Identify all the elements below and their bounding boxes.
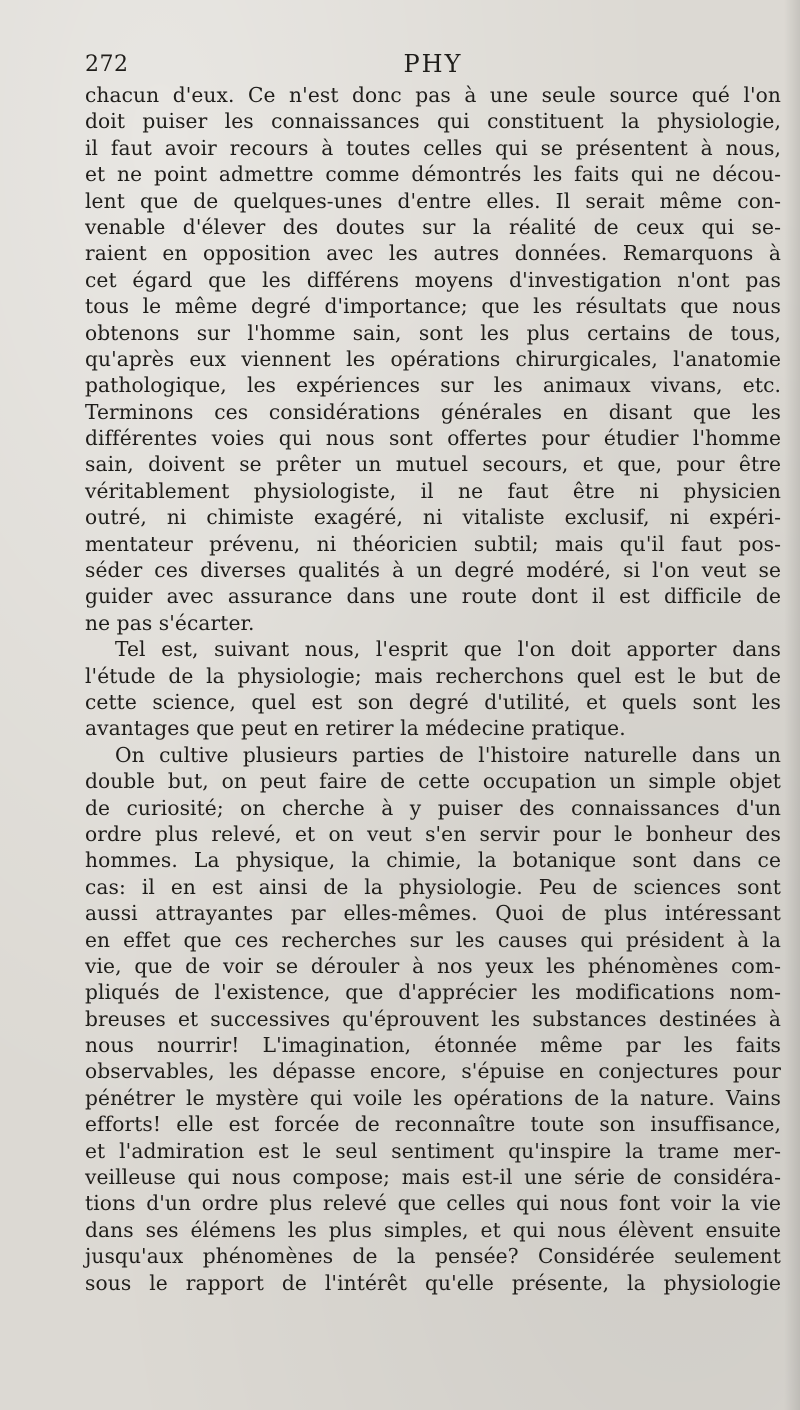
paragraph — [85, 636, 781, 742]
text-line: l'étude de la physiologie; mais recherchons quel est le but de — [85, 663, 781, 688]
text-line: mentateur prévenu, ni théoricien subtil; mais qu'il faut pos- — [85, 531, 781, 556]
text-line: sous le rapport de l'intérêt qu'elle présente, la physiologie — [85, 1270, 781, 1295]
paragraph — [85, 742, 781, 1296]
text-line: raient en opposition avec les autres données. Remarquons à — [85, 241, 781, 266]
text-line: ne pas s'écarter. — [85, 610, 255, 635]
text-line: avantages que peut en retirer la médecine pratique. — [85, 716, 626, 741]
page-edge-shadow — [784, 0, 800, 1410]
text-line: Terminons ces considérations générales en disant que les — [85, 399, 781, 424]
text-line: doit puiser les connaissances qui constituent la physiologie, — [85, 109, 781, 134]
running-head: PHY — [403, 50, 463, 78]
text-line: chacun d'eux. Ce n'est donc pas à une seule source qué l'on — [85, 83, 781, 107]
text-line: tions d'un ordre plus relevé que celles qui nous font voir la vie — [85, 1191, 781, 1216]
text-line: Tel est, suivant nous, l'esprit que l'on doit apporter dans — [115, 637, 781, 662]
text-line: pénétrer le mystère qui voile les opérations de la nature. Vains — [85, 1085, 781, 1110]
text-line: cet égard que les différens moyens d'investigation n'ont pas — [85, 267, 781, 292]
text-line: vie, que de voir se dérouler à nos yeux les phénomènes com- — [85, 953, 781, 978]
text-line: veilleuse qui nous compose; mais est-il une série de considéra- — [85, 1165, 781, 1190]
text-line: guider avec assurance dans une route dont il est difficile de — [85, 584, 781, 609]
text-line: tous le même degré d'importance; que les résultats que nous — [85, 294, 781, 319]
text-line: en effet que ces recherches sur les causes qui président à la — [85, 927, 781, 952]
text-line: hommes. La physique, la chimie, la botanique sont dans ce — [85, 848, 781, 873]
text-line: venable d'élever des doutes sur la réalité de ceux qui se- — [85, 214, 781, 239]
text-line: cette science, quel est son degré d'utilité, et quels sont les — [85, 689, 781, 714]
text-line: nous nourrir! L'imagination, étonnée même par les faits — [85, 1033, 781, 1058]
text-line: efforts! elle est forcée de reconnaître toute son insuffisance, — [85, 1112, 781, 1137]
paragraph — [85, 82, 781, 636]
text-line: obtenons sur l'homme sain, sont les plus certains de tous, — [85, 320, 781, 345]
text-line: jusqu'aux phénomènes de la pensée? Considérée seulement — [85, 1244, 781, 1269]
text-line: lent que de quelques-unes d'entre elles. Il serait même con- — [85, 188, 781, 213]
text-line: et ne point admettre comme démontrés les faits qui ne décou- — [85, 162, 781, 187]
text-line: double but, on peut faire de cette occupation un simple objet — [85, 769, 781, 794]
text-line: On cultive plusieurs parties de l'histoire naturelle dans un — [115, 742, 781, 767]
text-line: pliqués de l'existence, que d'apprécier les modifications nom- — [85, 980, 781, 1005]
text-line: sain, doivent se prêter un mutuel secours, et que, pour être — [85, 452, 781, 477]
text-line: aussi attrayantes par elles-mêmes. Quoi de plus intéressant — [85, 901, 781, 926]
text-line: il faut avoir recours à toutes celles qui se présentent à nous, — [85, 135, 781, 160]
text-line: et l'admiration est le seul sentiment qu'inspire la trame mer- — [85, 1138, 781, 1163]
text-line: véritablement physiologiste, il ne faut être ni physicien — [85, 478, 781, 503]
text-line: outré, ni chimiste exagéré, ni vitaliste exclusif, ni expéri- — [85, 505, 781, 530]
text-line: dans ses élémens les plus simples, et qui nous élèvent ensuite — [85, 1217, 781, 1242]
text-line: cas: il en est ainsi de la physiologie. Peu de sciences sont — [85, 874, 781, 899]
text-line: différentes voies qui nous sont offertes pour étudier l'homme — [85, 426, 781, 451]
page-header — [85, 50, 781, 80]
text-line: ordre plus relevé, et on veut s'en servir pour le bonheur des — [85, 821, 781, 846]
text-line: pathologique, les expériences sur les animaux vivans, etc. — [85, 373, 781, 398]
page-number: 272 — [85, 52, 129, 77]
text-line: de curiosité; on cherche à y puiser des connaissances d'un — [85, 795, 781, 820]
text-line: séder ces diverses qualités à un degré modéré, si l'on veut se — [85, 558, 781, 583]
text-line: breuses et successives qu'éprouvent les substances destinées à — [85, 1006, 781, 1031]
body-text — [85, 82, 781, 1296]
text-line: observables, les dépasse encore, s'épuise en conjectures pour — [85, 1059, 781, 1084]
text-line: qu'après eux viennent les opérations chirurgicales, l'anatomie — [85, 346, 781, 371]
